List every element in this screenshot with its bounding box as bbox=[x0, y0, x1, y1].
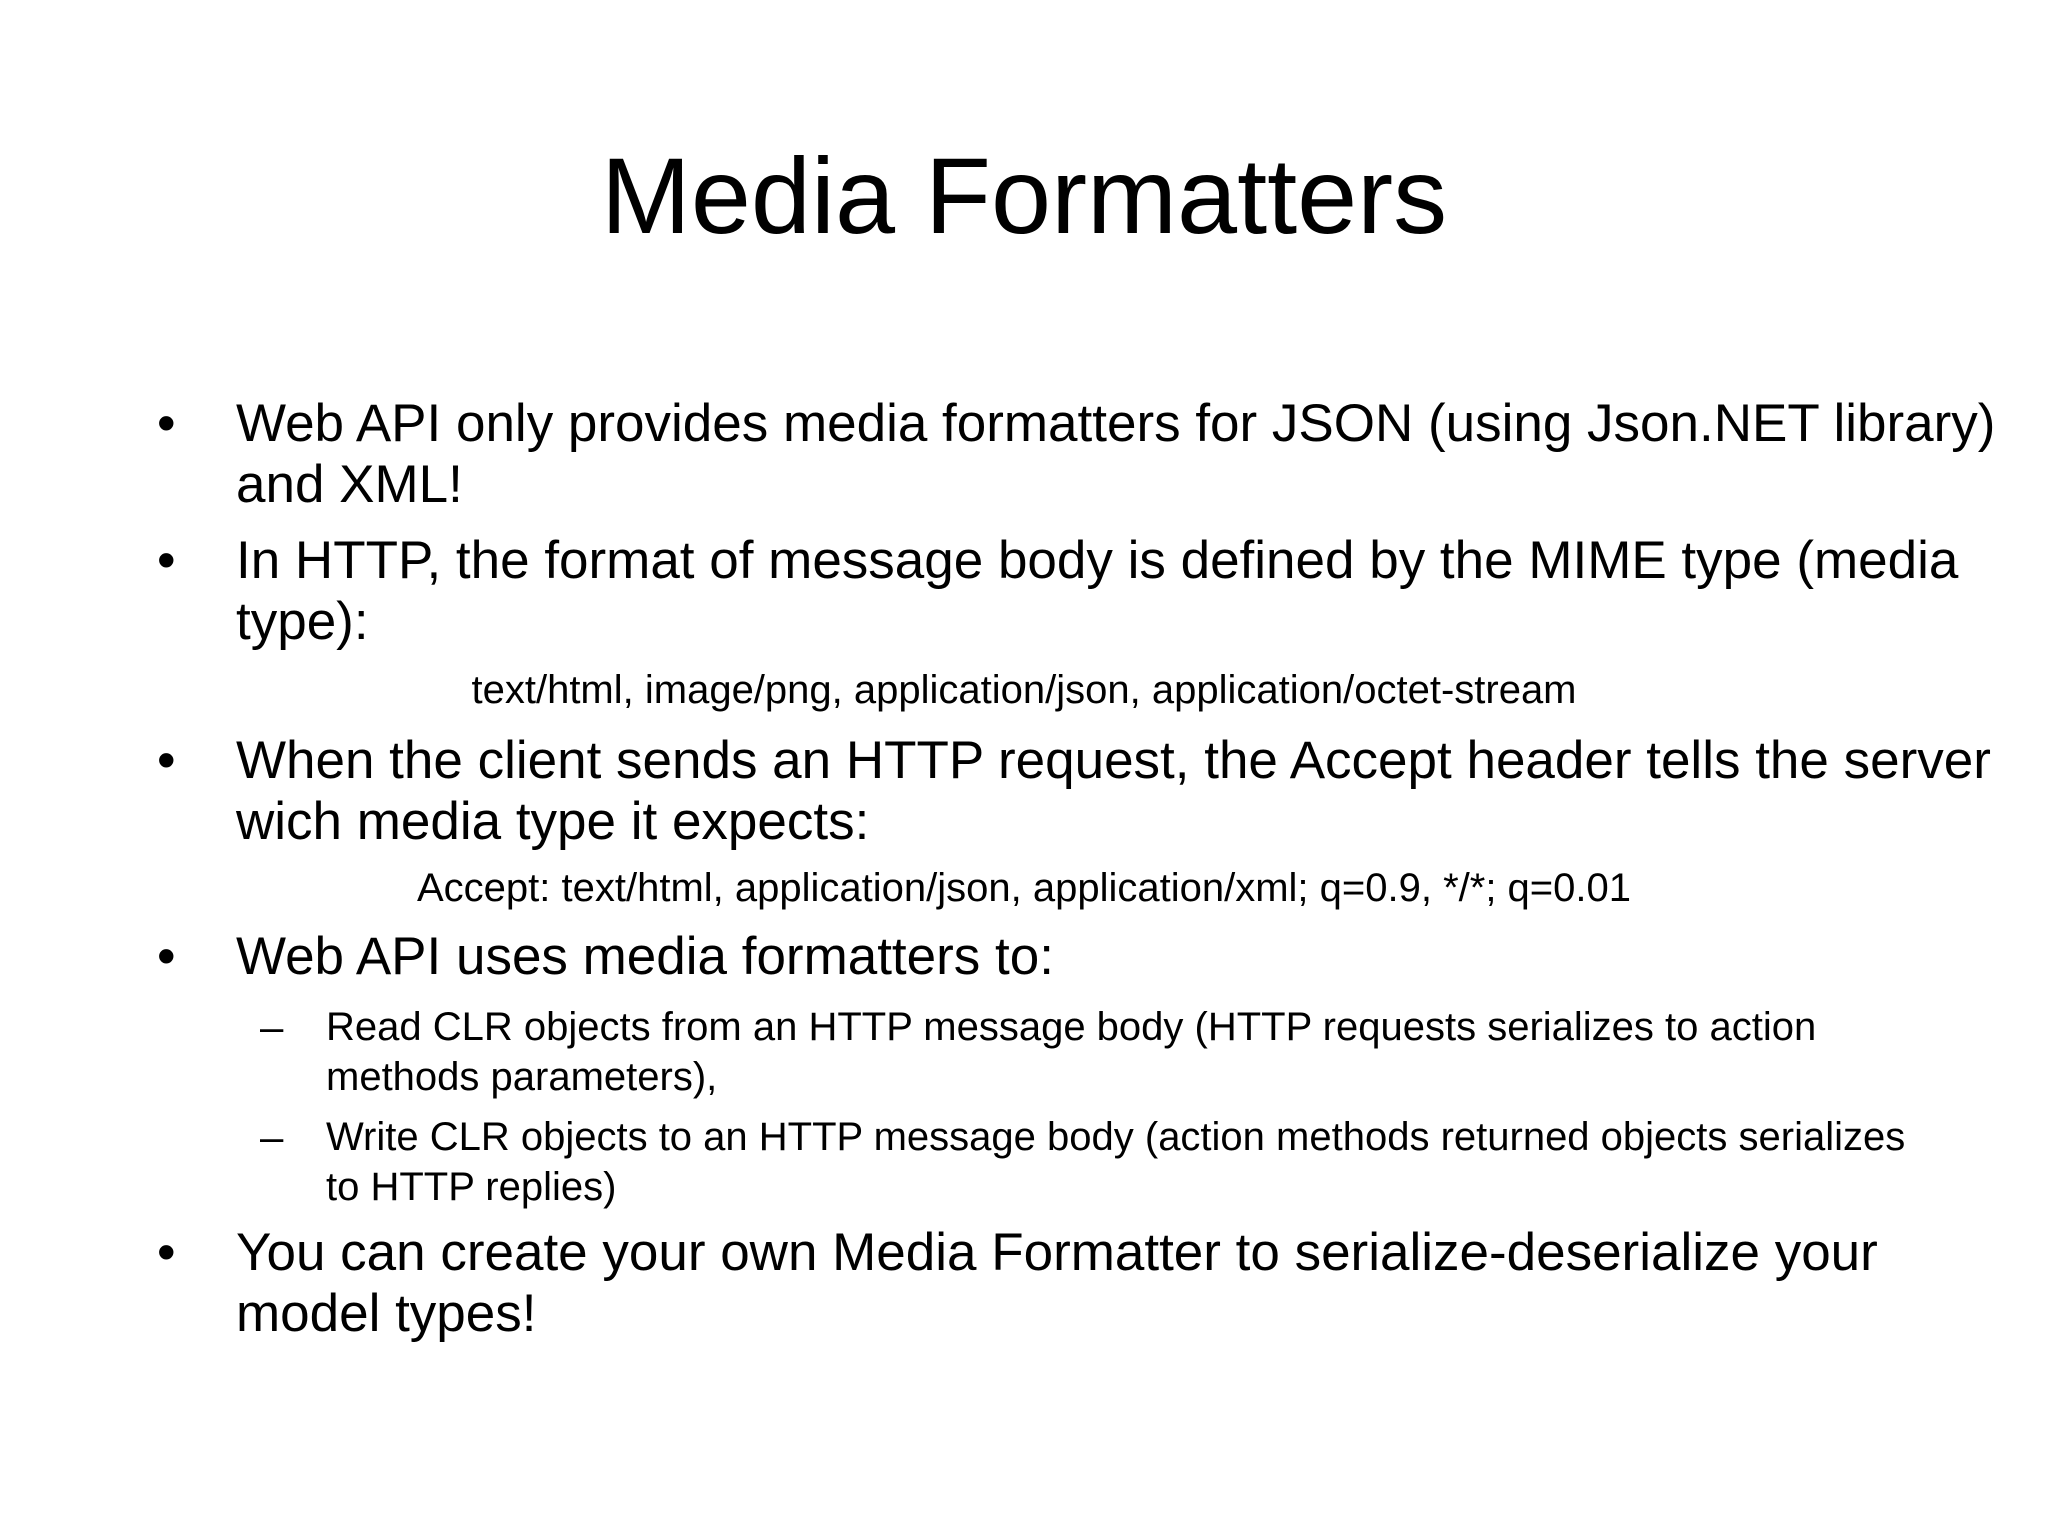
slide-title: Media Formatters bbox=[600, 135, 1448, 256]
bullet-text-2 bbox=[236, 530, 2016, 652]
bullet-1-line-1: Web API only provides media formatters for JSON (using Json.NET library) bbox=[236, 394, 1996, 453]
bullet-5-line-2: model types! bbox=[236, 1284, 537, 1343]
bullet-4-line-1: Web API uses media formatters to: bbox=[236, 927, 1054, 986]
bullet-2-line-1: In HTTP, the format of message body is defined by the MIME type (media bbox=[236, 531, 1959, 590]
sub-item-1 bbox=[326, 1002, 2016, 1102]
sub-item-2-line-2: to HTTP replies) bbox=[326, 1165, 617, 1209]
bullet-text-5 bbox=[236, 1222, 2016, 1344]
sub-item-1-line-1: Read CLR objects from an HTTP message body (HTTP requests serializes to action bbox=[326, 1005, 1817, 1049]
mime-type-examples: text/html, image/png, application/json, application/octet-stream bbox=[471, 668, 1577, 712]
sub-item-2 bbox=[326, 1112, 2016, 1212]
dash-icon: – bbox=[260, 1113, 284, 1160]
dash-icon: – bbox=[260, 1003, 284, 1050]
bullet-1-line-2: and XML! bbox=[236, 455, 463, 514]
accept-header-example: Accept: text/html, application/json, application/xml; q=0.9, */*; q=0.01 bbox=[416, 866, 1632, 910]
bullet-text-4 bbox=[236, 926, 2016, 987]
bullet-icon: • bbox=[157, 394, 176, 453]
sub-item-1-line-2: methods parameters), bbox=[326, 1055, 718, 1099]
bullet-3-line-2: wich media type it expects: bbox=[236, 792, 870, 851]
bullet-text-3 bbox=[236, 730, 2016, 852]
bullet-3-line-1: When the client sends an HTTP request, the Accept header tells the server bbox=[236, 731, 1991, 790]
bullet-text-1 bbox=[236, 393, 2016, 515]
bullet-icon: • bbox=[157, 927, 176, 986]
bullet-2-line-2: type): bbox=[236, 592, 369, 651]
bullet-icon: • bbox=[157, 1223, 176, 1282]
sub-item-2-line-1: Write CLR objects to an HTTP message body (action methods returned objects serializes bbox=[326, 1115, 1906, 1159]
bullet-5-line-1: You can create your own Media Formatter to serialize-deserialize your bbox=[236, 1223, 1878, 1282]
bullet-icon: • bbox=[157, 531, 176, 590]
bullet-icon: • bbox=[157, 731, 176, 790]
